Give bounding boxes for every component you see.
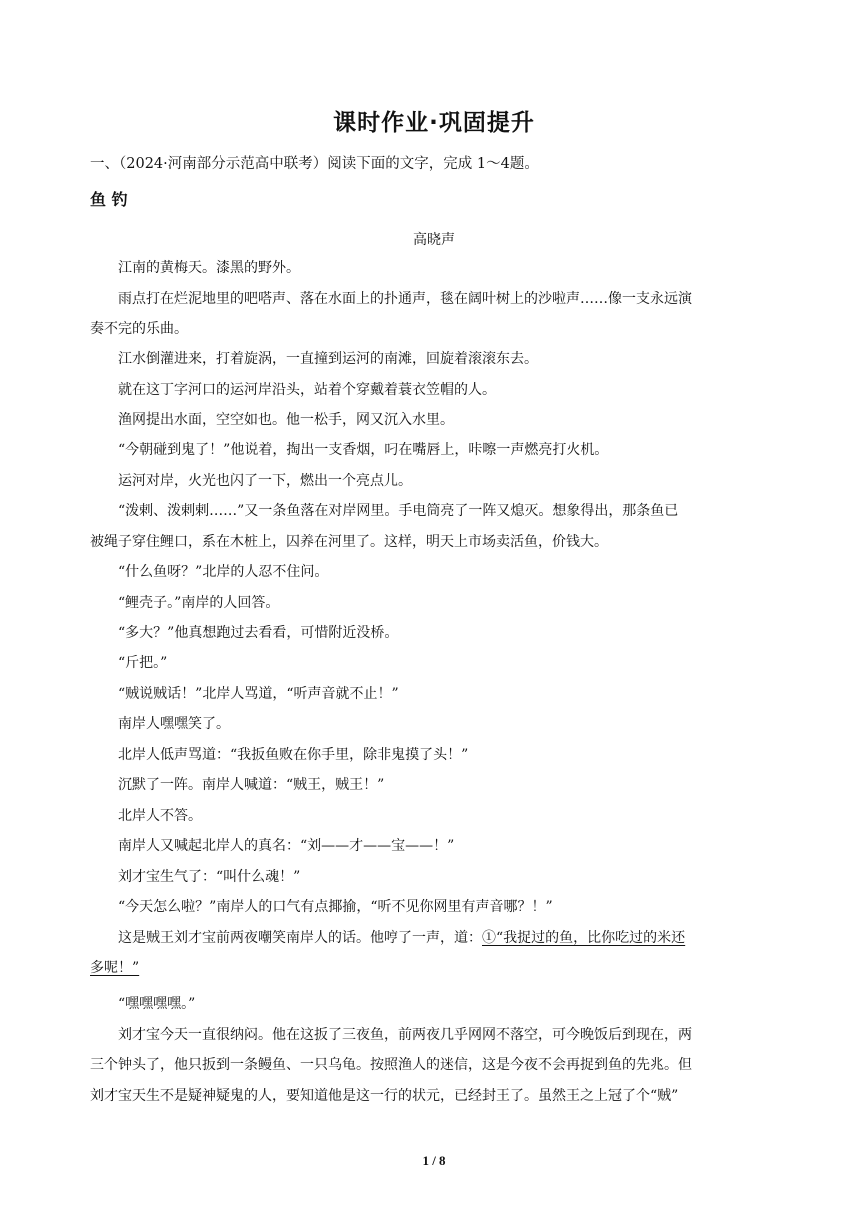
paragraph-line: 运河对岸，火光也闪了一下，燃出一个亮点儿。 <box>118 473 412 489</box>
paragraph-line: 刘才宝生气了：“叫什么魂！” <box>118 869 301 885</box>
paragraph-line: 北岸人不答。 <box>118 808 202 824</box>
story-title: 鱼 钓 <box>90 190 128 209</box>
paragraph-line: “嘿嘿嘿嘿。” <box>118 996 196 1012</box>
paragraph-line: 刘才宝今天一直很纳闷。他在这扳了三夜鱼，前两夜几乎网网不落空，可今晚饭后到现在，两 <box>118 1027 692 1043</box>
paragraph-line: 刘才宝天生不是疑神疑鬼的人，要知道他是这一行的状元，已经封王了。虽然王之上冠了个“贼” <box>90 1088 679 1104</box>
paragraph-line: “贼说贼话！”北岸人骂道，“听声音就不止！” <box>118 686 399 702</box>
paragraph-line: “什么鱼呀？”北岸的人忍不住问。 <box>118 564 329 580</box>
paragraph-text: 这是贼王刘才宝前两夜嘲笑南岸人的话。他哼了一声，道： <box>118 930 482 946</box>
paragraph-line: 渔网提出水面，空空如也。他一松手，网又沉入水里。 <box>118 412 454 428</box>
paragraph-line: 就在这丁字河口的运河岸沿头，站着个穿戴着蓑衣笠帽的人。 <box>118 382 496 398</box>
paragraph-line: 江水倒灌进来，打着旋涡，一直撞到运河的南滩，回旋着滚滚东去。 <box>118 351 538 367</box>
paragraph-line: 北岸人低声骂道：“我扳鱼败在你手里，除非鬼摸了头！” <box>118 747 469 763</box>
paragraph-line: 三个钟头了，他只扳到一条鳗鱼、一只乌龟。按照渔人的迷信，这是今夜不会再捉到鱼的先兆。但 <box>90 1057 692 1073</box>
paragraph-line: 南岸人嘿嘿笑了。 <box>118 716 230 732</box>
underlined-sentence-1-end: 多呢！” <box>90 960 140 976</box>
paragraph-line: “泼剌、泼剌剌……”又一条鱼落在对岸网里。手电筒亮了一阵又熄灭。想象得出，那条鱼已 <box>118 503 679 519</box>
paragraph-line: 沉默了一阵。南岸人喊道：“贼王，贼王！” <box>118 777 385 793</box>
paragraph-line <box>90 957 780 977</box>
paragraph-line: “今天怎么啦？”南岸人的口气有点揶揄，“听不见你网里有声音哪？！” <box>118 899 553 915</box>
page-number: 1 / 8 <box>422 1153 446 1168</box>
paragraph-line: 被绳子穿住鲤口，系在木桩上，囚养在河里了。这样，明天上市场卖活鱼，价钱大。 <box>90 534 608 550</box>
paragraph-line: “斤把。” <box>118 655 168 671</box>
question-header: 一、（2024·河南部分示范高中联考）阅读下面的文字，完成 1～4题。 <box>90 156 539 172</box>
paragraph-line: 奏不完的乐曲。 <box>90 321 188 337</box>
paragraph-line: 南岸人又喊起北岸人的真名：“刘——才——宝——！” <box>118 838 455 854</box>
paragraph-line: “今朝碰到鬼了！”他说着，掏出一支香烟，叼在嘴唇上，咔嚓一声燃亮打火机。 <box>118 442 609 458</box>
paragraph-line: “多大？”他真想跑过去看看，可惜附近没桥。 <box>118 625 399 641</box>
paragraph-line <box>118 927 780 947</box>
page-title: 课时作业·巩固提升 <box>333 110 535 136</box>
paragraph-line: “鲤壳子。”南岸的人回答。 <box>118 595 280 611</box>
author-name: 高晓声 <box>413 232 455 248</box>
paragraph-line: 雨点打在烂泥地里的吧嗒声、落在水面上的扑通声，毯在阔叶树上的沙啦声……像一支永远演 <box>118 291 692 307</box>
paragraph-line: 江南的黄梅天。漆黑的野外。 <box>118 260 300 276</box>
underlined-sentence-1: ①“我捉过的鱼，比你吃过的米还 <box>482 930 686 946</box>
